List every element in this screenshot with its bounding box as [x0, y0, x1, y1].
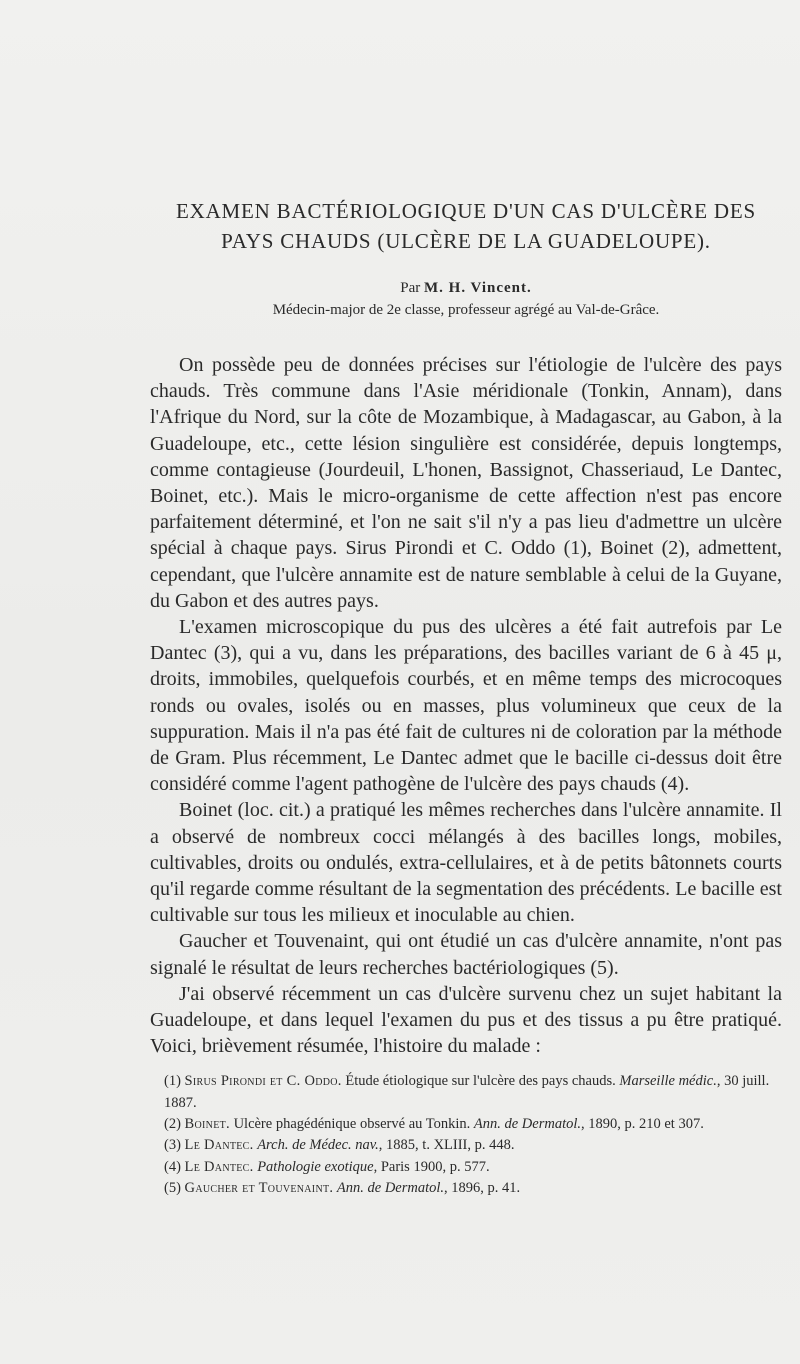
author-name: M. H. Vincent. — [424, 280, 532, 296]
paragraph-4: Gaucher et Touvenaint, qui ont étudié un cas d'ulcère annamite, n'ont pas signalé le résultat de leurs recherches bactériologiques (5). — [150, 930, 782, 979]
title-line-2: PAYS CHAUDS (ULCÈRE DE LA GUADELOUPE). — [221, 229, 711, 253]
author-affiliation: Médecin-major de 2e classe, professeur agrégé au Val-de-Grâce. — [272, 302, 660, 318]
paragraph-1: On possède peu de données précises sur l'étiologie de l'ulcère des pays chauds. Très commune dans l'Asie méridionale (Tonkin, Annam), dans l'Afrique du Nord, sur la côte de Mozambique, à Madagascar, au Gabon, à la Guadeloupe, etc., cette lésion singulière est considérée, depuis longtemps, comme contagieuse (Jourdeuil, L'honen, Bassignot, Chasseriaud, Le Dantec, Boinet, etc.). Mais le micro-organisme de cette affection n'est pas encore parfaitement déterminé, et l'on ne sait s'il n'y a pas lieu d'admettre un ulcère spécial à chaque pays. Sirus Pirondi et C. Oddo (1), Boinet (2), admettent, cependant, que l'ulcère annamite est de nature semblable à celui de la Guyane, du Gabon et des autres pays. — [150, 354, 782, 612]
footnote-2: (2) Boinet. Ulcère phagédénique observé au Tonkin. Ann. de Dermatol., 1890, p. 210 et 307. — [164, 1116, 704, 1133]
footnote-1: (1) Sirus Pirondi et C. Oddo. Étude étiologique sur l'ulcère des pays chauds. Marseille médic., 30 juill. 1887. — [164, 1073, 770, 1111]
footnote-4: (4) Le Dantec. Pathologie exotique, Paris 1900, p. 577. — [164, 1158, 490, 1175]
paragraph-2: L'examen microscopique du pus des ulcères a été fait autrefois par Le Dantec (3), qui a vu, dans les préparations, des bacilles variant de 6 à 45 μ, droits, immobiles, quelquefois courbés, et en même temps des microcoques ronds ou ovales, isolés ou en masses, plus volumineux que ceux de la suppuration. Mais il n'a pas été fait de cultures ni de coloration par la méthode de Gram. Plus récemment, Le Dantec admet que le bacille ci-dessus doit être considéré comme l'agent pathogène de l'ulcère des pays chauds (4). — [150, 616, 782, 796]
footnote-5: (5) Gaucher et Touvenaint. Ann. de Dermatol., 1896, p. 41. — [164, 1179, 521, 1196]
text-column — [150, 196, 782, 1199]
paragraph-3: Boinet (loc. cit.) a pratiqué les mêmes recherches dans l'ulcère annamite. Il a observé de nombreux cocci mélangés à des bacilles longs, mobiles, cultivables, droits ou ondulés, extra-cellulaires, et à de petits bâtonnets courts qu'il regarde comme résultant de la segmentation des précédents. Le bacille est cultivable sur tous les milieux et inoculable au chien. — [150, 799, 782, 927]
paragraph-5: J'ai observé récemment un cas d'ulcère survenu chez un sujet habitant la Guadeloupe, et dans lequel l'examen du pus et des tissus a pu être pratiqué. Voici, brièvement résumée, l'histoire du malade : — [150, 982, 782, 1058]
footnote-3: (3) Le Dantec. Arch. de Médec. nav., 1885, t. XLIII, p. 448. — [164, 1137, 515, 1154]
byline — [150, 278, 782, 298]
title-line-1: EXAMEN BACTÉRIOLOGIQUE D'UN CAS D'ULCÈRE DES — [176, 199, 756, 223]
article-body — [150, 352, 782, 1059]
by-prefix: Par — [400, 280, 421, 296]
footnotes — [150, 1071, 782, 1199]
article-title — [150, 196, 782, 256]
